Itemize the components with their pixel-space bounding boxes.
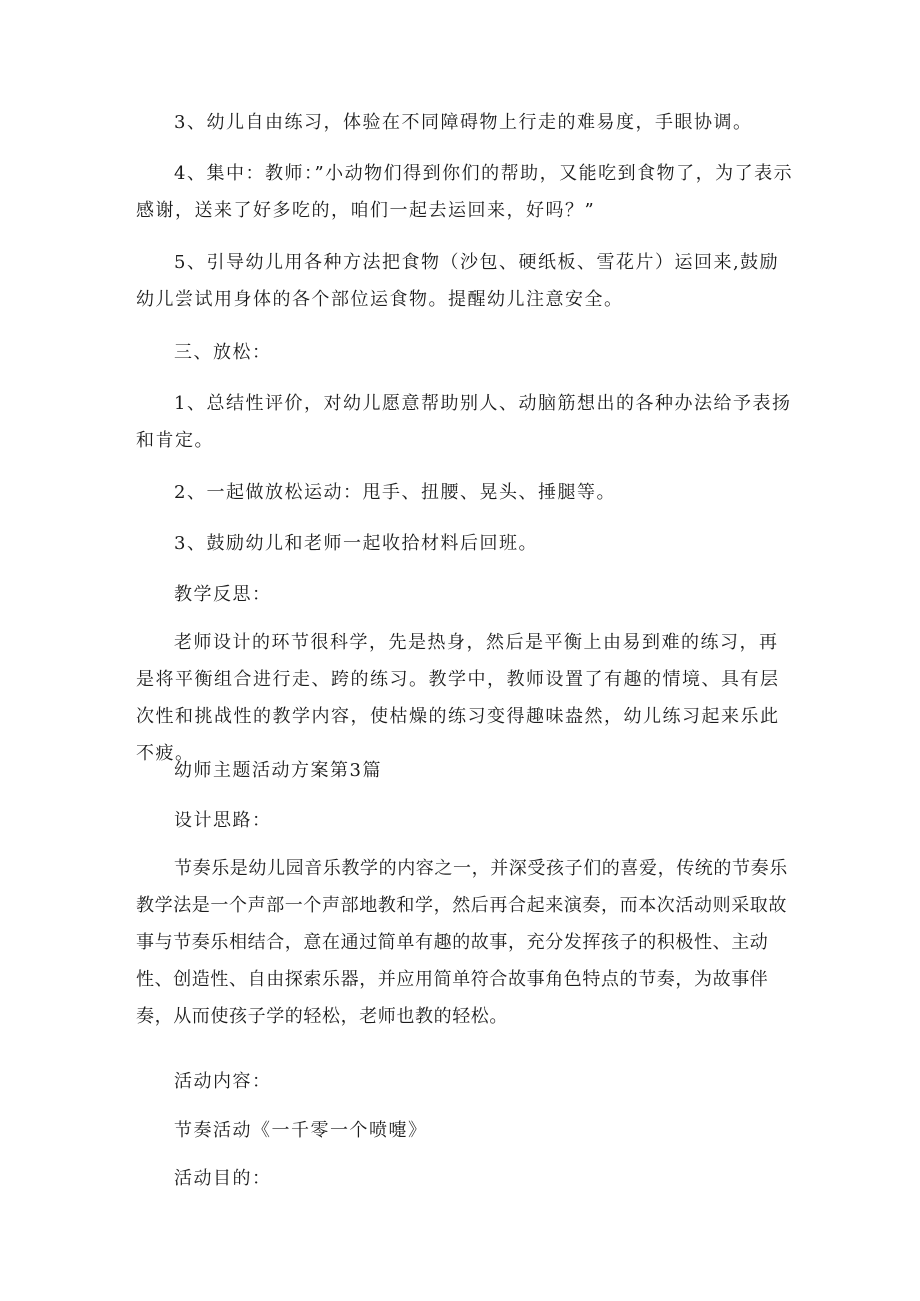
paragraph: 3、幼儿自由练习，体验在不同障碍物上行走的难易度，手眼协调。: [174, 112, 753, 133]
article-title: 幼师主题活动方案第3篇: [174, 760, 382, 781]
paragraph: 1、总结性评价，对幼儿愿意帮助别人、动脑筋想出的各种办法给予表扬和肯定。: [136, 393, 792, 451]
section-heading: 活动目的：: [174, 1168, 272, 1189]
section-heading: 设计思路：: [174, 810, 272, 831]
paragraph: 老师设计的环节很科学，先是热身，然后是平衡上由易到难的练习，再是将平衡组合进行走、跨的练习。教学中，教师设置了有趣的情境、具有层次性和挑战性的教学内容，使枯燥的练习变得趣味盎然，幼儿练习起来乐此不疲。: [136, 632, 780, 764]
section-heading: 三、放松：: [174, 342, 272, 363]
paragraph: 4、集中：教师：”小动物们得到你们的帮助，又能吃到食物了，为了表示感谢，送来了好多吃的，咱们一起去运回来，好吗？”: [136, 163, 794, 221]
paragraph: 节奏乐是幼儿园音乐教学的内容之一，并深受孩子们的喜爱，传统的节奏乐教学法是一个声部一个声部地教和学，然后再合起来演奏，而本次活动则采取故事与节奏乐相结合，意在通过简单有趣的故事，充分发挥孩子的积极性、主动性、创造性、自由探索乐器，并应用简单符合故事角色特点的节奏，为故事伴奏，从而使孩子学的轻松，老师也教的轻松。: [136, 858, 788, 1027]
section-heading: 教学反思：: [174, 584, 272, 605]
paragraph: 5、引导幼儿用各种方法把食物（沙包、硬纸板、雪花片）运回来,鼓励幼儿尝试用身体的各个部位运食物。提醒幼儿注意安全。: [136, 252, 780, 310]
section-heading: 活动内容：: [174, 1071, 272, 1092]
paragraph: 3、鼓励幼儿和老师一起收拾材料后回班。: [174, 533, 538, 554]
paragraph: 节奏活动《一千零一个喷嚏》: [174, 1120, 428, 1141]
paragraph: 2、一起做放松运动：甩手、扭腰、晃头、捶腿等。: [174, 482, 616, 503]
